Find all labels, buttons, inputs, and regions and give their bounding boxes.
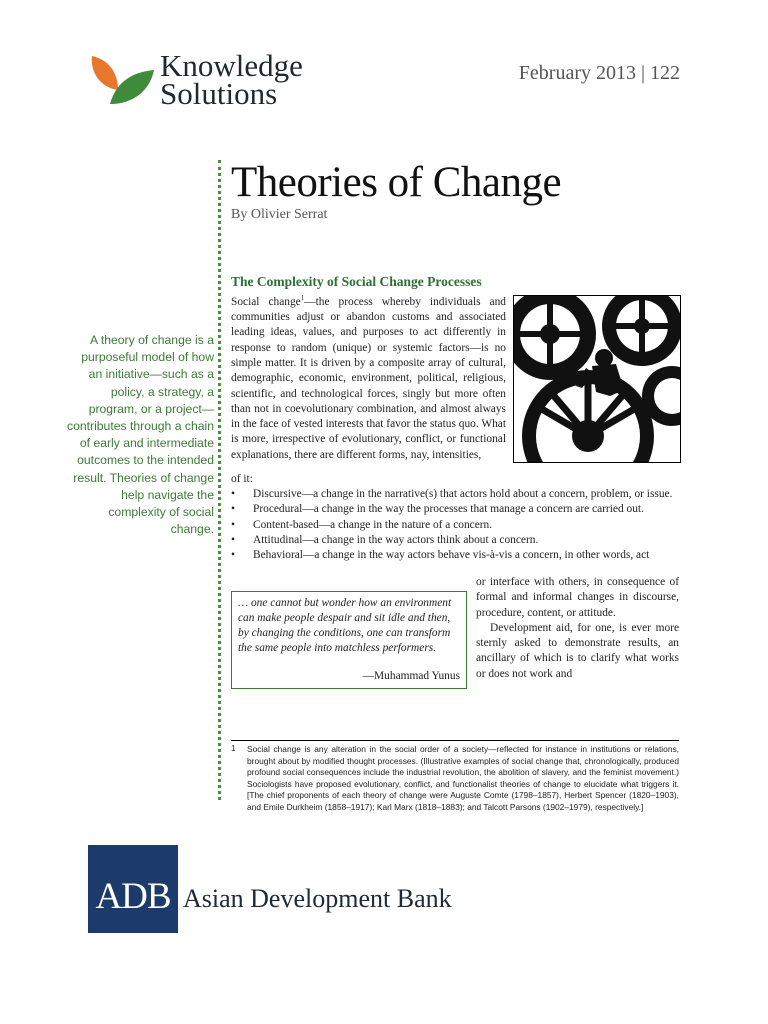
- paragraph-1-tail: of it:: [231, 473, 253, 485]
- list-item: • Content-based—a change in the nature of a concern.: [231, 518, 679, 533]
- gear-illustration: [513, 295, 681, 463]
- pull-quote-text: … one cannot but wonder how an environment can make people despair and sit idle and then, by changing the conditions, one can transform the same people into matchless performers.: [238, 597, 452, 654]
- pull-quote: [231, 591, 467, 689]
- paragraph-1-start: Social change: [231, 295, 301, 308]
- gears-icon: [514, 296, 680, 462]
- paragraph-1: [231, 291, 506, 463]
- leaf-logo-icon: [88, 52, 158, 108]
- footnote-text: Social change is any alteration in the social order of a society—reflected for instance in institutions or relations, brought about by modified thought processes. (Illustrative examples of social change that, chronologically, produced profound social consequences include the industrial revolution, the abolition of slavery, and the feminist movement.) Sociologists have proposed evolutionary, conflict, and functionalist theories of change to elucidate what triggers it. [The chief proponents of each theory of change were Auguste Comte (1798–1857), Herbert Spencer (1820–1903), and Emile Durkheim (1858–1917); Karl Marx (1818–1883); and Talcott Parsons (1902–1979), respectively.]: [247, 744, 679, 812]
- footnote-ref[interactable]: 1: [300, 294, 305, 302]
- adb-logo: [88, 845, 178, 933]
- dotted-divider: [218, 160, 221, 800]
- pull-quote-author: —Muhammad Yunus: [362, 670, 460, 682]
- issue-date: February 2013 | 122: [518, 62, 680, 84]
- byline: By Olivier Serrat: [231, 207, 328, 222]
- change-types-list: [231, 487, 679, 563]
- adb-logo-abbr: ADB: [95, 876, 171, 917]
- brand-wordmark: [160, 48, 303, 111]
- footnote-divider: [231, 740, 679, 741]
- brand-line-1: Knowledge: [160, 48, 303, 83]
- paragraph-1-rest: —the process whereby individuals and communities adjust or abandon customs and associated leading ideas, values, and purposes to act differently in response to random (unique) or systemic factors—is no simple matter. It is driven by a composite array of cultural, demographic, economic, environment, political, religious, scientific, and technological forces, singly but more often than not in coevolutionary combination, and almost always in the face of vested interests that favor the status quo. What is more, irrespective of evolutionary, conflict, or functional explanations, there are different forms, nay, intensities,: [231, 295, 506, 461]
- organization-name: Asian Development Bank: [183, 884, 452, 913]
- list-item: • Procedural—a change in the way the processes that manage a concern are carried out.: [231, 502, 679, 517]
- sidebar-quote: A theory of change is a purposeful model of how an initiative—such as a policy, a strategy, a program, or a project—contributes through a chain of early and intermediate outcomes to the intended result. Theories of change help navigate the complexity of social change.: [66, 333, 214, 537]
- paragraph-2: [476, 575, 679, 682]
- brand-line-2: Solutions: [160, 76, 278, 111]
- paragraph-2-continuation: or interface with others, in consequence of formal and informal changes in discourse, procedure, content, or attitude.: [476, 576, 679, 619]
- list-item: • Discursive—a change in the narrative(s) that actors hold about a concern, problem, or issue.: [231, 487, 679, 502]
- list-item: • Behavioral—a change in the way actors behave vis-à-vis a concern, in other words, act: [231, 548, 679, 563]
- footnote-marker: 1: [231, 744, 236, 753]
- paragraph-3: Development aid, for one, is ever more sternly asked to demonstrate results, an ancillary of which is to clarify what works or does not work and: [476, 621, 679, 680]
- section-heading: The Complexity of Social Change Processes: [231, 274, 482, 289]
- page-title: Theories of Change: [231, 159, 562, 206]
- list-item: • Attitudinal—a change in the way actors think about a concern.: [231, 533, 679, 548]
